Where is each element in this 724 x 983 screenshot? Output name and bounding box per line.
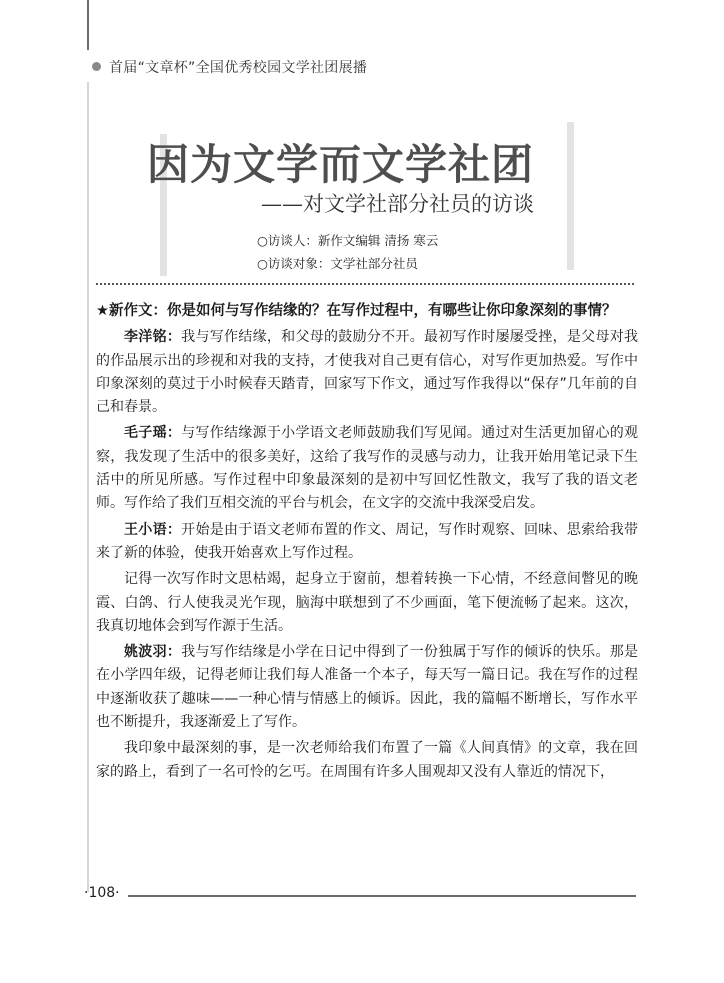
interview-question: ★新作文：你是如何与写作结缘的？在写作过程中，有哪些让你印象深刻的事情？ xyxy=(96,303,617,319)
interviewer-line: ○访谈人：新作文编辑 清扬 寒云 xyxy=(257,233,439,248)
answer-paragraph xyxy=(96,641,638,734)
section-divider xyxy=(96,283,634,285)
answer-paragraph xyxy=(96,568,638,638)
speaker-name: 姚波羽： xyxy=(124,644,182,661)
answer-text: 我与写作结缘，和父母的鼓励分不开。最初写作时屡屡受挫，是父母对我的作品展示出的珍视和对我的支持，才使我对自己更有信心，对写作更加热爱。写作中印象深刻的莫过于小时候春天踏青，回家写下作文，通过写作我得以“保存”几年前的自己和春景。 xyxy=(96,329,639,416)
interviewee-line: ○访谈对象：文学社部分社员 xyxy=(257,256,418,271)
title-decor-bar-right xyxy=(567,122,574,270)
title-block xyxy=(146,122,574,272)
running-title: 首届“文章杯”全国优秀校园文学社团展播 xyxy=(109,60,368,76)
header-rule xyxy=(87,0,89,50)
article-body xyxy=(96,300,638,787)
footer-rule xyxy=(128,895,636,897)
answer-paragraph xyxy=(96,422,638,515)
answer-text: 我印象中最深刻的事，是一次老师给我们布置了一篇《人间真情》的文章，我在回家的路上，看到了一名可怜的乞丐。在周围有许多人围观却又没有人靠近的情况下， xyxy=(96,740,638,780)
answer-text: 与写作结缘源于小学语文老师鼓励我们写见闻。通过对生活更加留心的观察，我发现了生活中的很多美好，这给了我写作的灵感与动力，让我开始用笔记录下生活中的所见所感。写作过程中印象最深刻的是初中写回忆性散文，我写了我的语文老师。写作给了我们互相交流的平台与机会，在文字的交流中我深受启发。 xyxy=(96,425,639,512)
page-number: ·108· xyxy=(84,885,120,901)
article-title: 因为文学而文学社团 xyxy=(146,140,534,189)
running-header xyxy=(92,57,367,77)
article-subtitle: ——对文学社部分社员的访谈 xyxy=(261,192,534,216)
answer-paragraph xyxy=(96,519,638,566)
speaker-name: 李洋铭： xyxy=(124,329,182,346)
margin-rule xyxy=(87,82,89,892)
speaker-name: 王小语： xyxy=(124,521,182,538)
answer-text: 开始是由于语文老师布置的作文、周记，写作时观察、回味、思索给我带来了新的体验，使我开始喜欢上写作过程。 xyxy=(96,521,639,561)
speaker-name: 毛子瑶： xyxy=(124,425,182,442)
answer-paragraph xyxy=(96,326,638,419)
answer-text: 记得一次写作时文思枯竭，起身立于窗前，想着转换一下心情，不经意间瞥见的晚霞、白鸽、行人使我灵光乍现，脑海中联想到了不少画面，笔下便流畅了起来。这次，我真切地体会到写作源于生活。 xyxy=(96,571,638,634)
answer-paragraph xyxy=(96,737,638,784)
bullet-dot-icon xyxy=(92,62,101,71)
answer-text: 我与写作结缘是小学在日记中得到了一份独属于写作的倾诉的快乐。那是在小学四年级，记得老师让我们每人准备一个本子，每天写一篇日记。我在写作的过程中逐渐收获了趣味——一种心情与情感上的倾诉。因此，我的篇幅不断增长，写作水平也不断提升，我逐渐爱上了写作。 xyxy=(96,644,639,731)
